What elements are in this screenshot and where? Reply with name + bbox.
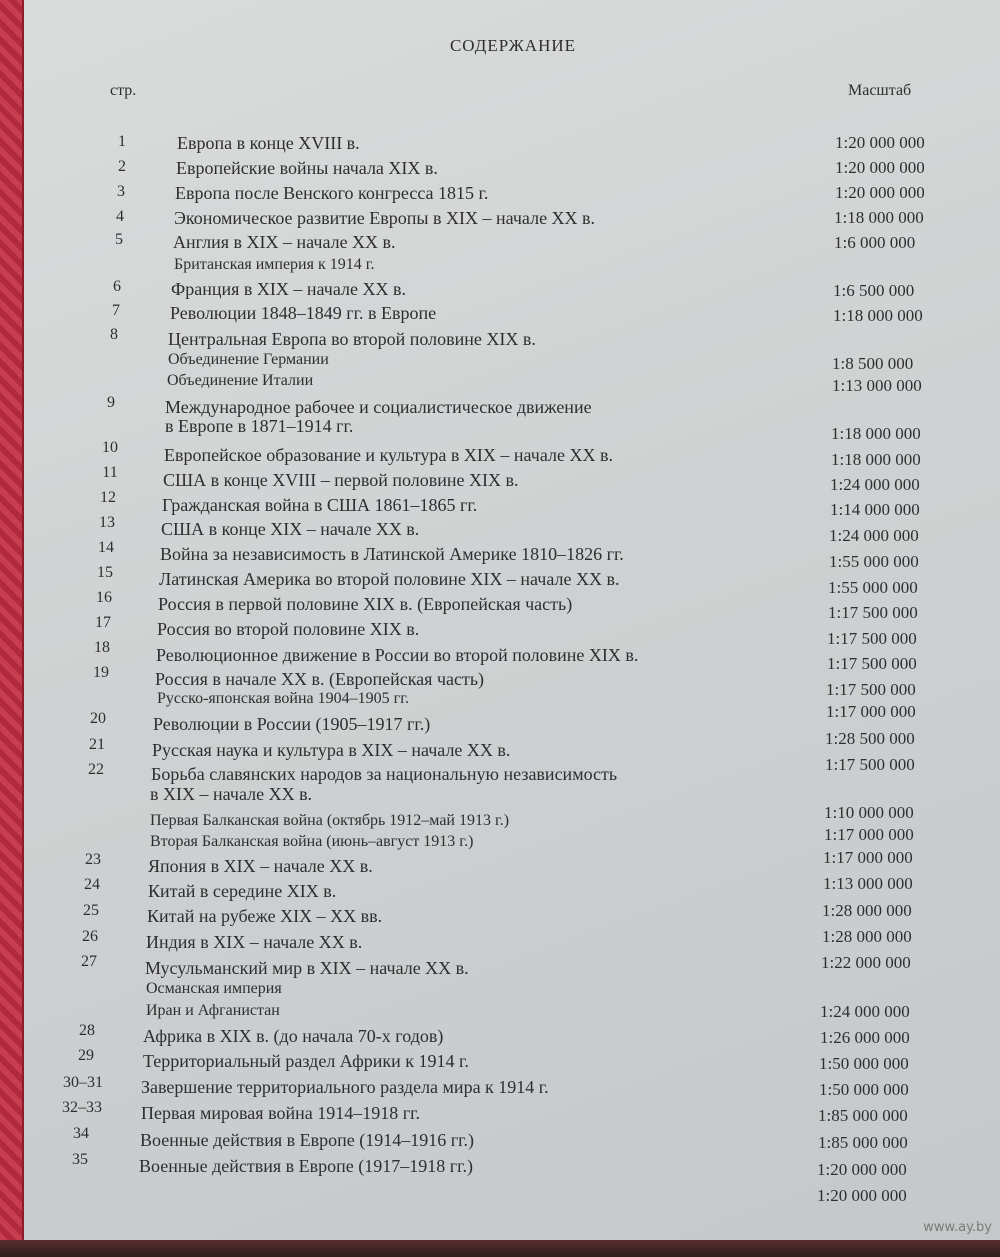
page-number: 26	[82, 928, 98, 945]
scale-value: 1:14 000 000	[830, 500, 920, 519]
entry-title: Гражданская война в США 1861–1865 гг.	[162, 495, 478, 515]
entry-subtitle: Объединение Германии	[168, 351, 329, 368]
scale-value: 1:55 000 000	[829, 552, 919, 571]
page-number: 8	[110, 326, 118, 343]
page-number: 10	[102, 439, 118, 456]
scale-value: 1:18 000 000	[833, 306, 923, 325]
scale-value: 1:17 500 000	[827, 629, 917, 648]
entry-title: Латинская Америка во второй половине XIX – начале XX в.	[159, 569, 620, 589]
page-number: 24	[84, 876, 100, 893]
entry-title: Россия в первой половине XIX в. (Европейская часть)	[158, 594, 573, 614]
page-number: 29	[78, 1047, 94, 1064]
page-number: 23	[85, 851, 101, 868]
entry-subtitle: Иран и Афганистан	[146, 1002, 280, 1019]
page-number: 20	[90, 710, 106, 727]
page-number: 13	[99, 514, 115, 531]
scale-value: 1:20 000 000	[835, 158, 925, 177]
page-number: 28	[79, 1022, 95, 1039]
page-number: 14	[98, 539, 114, 556]
scale-value: 1:17 000 000	[823, 848, 913, 867]
entry-title: Революции в России (1905–1917 гг.)	[153, 714, 431, 734]
scale-value: 1:17 500 000	[828, 603, 918, 622]
watermark: www.ay.by	[923, 1220, 992, 1235]
page-title: СОДЕРЖАНИЕ	[449, 36, 577, 55]
page-number: 15	[97, 564, 113, 581]
scale-column-header: Масштаб	[848, 82, 912, 99]
entry-title: Военные действия в Европе (1917–1918 гг.)	[139, 1156, 473, 1176]
entry-title: Россия в начале XX в. (Европейская часть)	[155, 669, 485, 689]
entry-subtitle: Первая Балканская война (октябрь 1912–май 1913 г.)	[150, 812, 510, 829]
entry-title: Япония в XIX – начале XX в.	[148, 856, 373, 876]
page-number: 25	[83, 902, 99, 919]
scale-value: 1:85 000 000	[818, 1106, 908, 1125]
scale-value: 1:20 000 000	[817, 1160, 907, 1179]
scale-value: 1:24 000 000	[830, 475, 920, 494]
page-number: 6	[113, 278, 121, 295]
scale-value: 1:18 000 000	[834, 208, 924, 227]
entry-title: Революции 1848–1849 гг. в Европе	[170, 303, 437, 323]
scale-value: 1:6 000 000	[834, 233, 916, 252]
entry-title: Мусульманский мир в XIX – начале XX в.	[145, 958, 469, 978]
scale-value: 1:55 000 000	[828, 578, 918, 597]
page-column-header: стр.	[110, 82, 137, 99]
scale-value: 1:20 000 000	[835, 133, 925, 152]
entry-subtitle: Русско-японская война 1904–1905 гг.	[157, 690, 409, 707]
entry-title-continued: в Европе в 1871–1914 гг.	[165, 416, 354, 436]
scale-value: 1:50 000 000	[819, 1054, 909, 1073]
scale-value: 1:8 500 000	[832, 354, 914, 373]
entry-title: США в конце XIX – начале XX в.	[161, 519, 420, 539]
page-number: 11	[102, 464, 118, 481]
entry-title: Революционное движение в России во второй половине XIX в.	[156, 645, 639, 665]
page-number: 9	[107, 394, 115, 411]
page-number: 2	[118, 158, 126, 175]
page-number: 5	[115, 231, 123, 248]
entry-title: Индия в XIX – начале XX в.	[146, 932, 363, 952]
scale-value: 1:28 000 000	[822, 901, 912, 920]
page-number: 16	[96, 589, 112, 606]
scale-value: 1:17 000 000	[826, 702, 916, 721]
red-ornament-border	[0, 0, 22, 1257]
entry-title: Китай на рубеже XIX – XX вв.	[147, 906, 383, 926]
page-number: 4	[116, 208, 124, 225]
scale-value: 1:18 000 000	[831, 450, 921, 469]
entry-title: Европейское образование и культура в XIX – начале XX в.	[164, 445, 613, 465]
entry-title: Завершение территориального раздела мира к 1914 г.	[141, 1077, 549, 1097]
book-bottom-edge	[0, 1240, 1000, 1257]
scale-value: 1:10 000 000	[824, 803, 914, 822]
entry-title: США в конце XVIII – первой половине XIX в.	[163, 470, 519, 490]
scale-value: 1:28 000 000	[822, 927, 912, 946]
entry-title: Русская наука и культура в XIX – начале XX в.	[152, 740, 511, 760]
scale-value: 1:24 000 000	[829, 526, 919, 545]
scale-value: 1:26 000 000	[820, 1028, 910, 1047]
scale-value: 1:20 000 000	[817, 1186, 907, 1205]
scale-value: 1:50 000 000	[819, 1080, 909, 1099]
entry-subtitle: Вторая Балканская война (июнь–август 1913 г.)	[150, 833, 474, 850]
scale-value: 1:6 500 000	[833, 281, 915, 300]
entry-title: Территориальный раздел Африки к 1914 г.	[143, 1051, 469, 1071]
scale-value: 1:13 000 000	[823, 874, 913, 893]
entry-title: Франция в XIX – начале XX в.	[171, 279, 406, 299]
page-number: 34	[73, 1125, 89, 1142]
page-number: 3	[117, 183, 125, 200]
entry-subtitle: Объединение Италии	[167, 372, 314, 389]
scale-value: 1:24 000 000	[820, 1002, 910, 1021]
entry-title: Африка в XIX в. (до начала 70-х годов)	[143, 1026, 444, 1046]
scale-value: 1:28 500 000	[825, 729, 915, 748]
entry-title: Россия во второй половине XIX в.	[157, 619, 420, 639]
entry-title: Англия в XIX – начале XX в.	[173, 232, 396, 252]
scale-value: 1:85 000 000	[818, 1133, 908, 1152]
scale-value: 1:17 500 000	[827, 654, 917, 673]
entry-title: Война за независимость в Латинской Америке 1810–1826 гг.	[160, 544, 624, 564]
entry-title-continued: в XIX – начале XX в.	[150, 784, 313, 804]
page-number: 1	[118, 133, 126, 150]
page-number: 18	[94, 639, 110, 656]
entry-title: Центральная Европа во второй половине XIX в.	[168, 329, 536, 349]
page-number: 35	[72, 1151, 88, 1168]
page-number: 30–31	[63, 1074, 103, 1091]
page-number: 19	[93, 664, 109, 681]
page-number: 32–33	[62, 1099, 102, 1116]
scale-value: 1:17 000 000	[824, 825, 914, 844]
entry-title: Первая мировая война 1914–1918 гг.	[141, 1103, 420, 1123]
entry-title: Экономическое развитие Европы в XIX – начале XX в.	[174, 208, 596, 228]
entry-title: Европа в конце XVIII в.	[177, 133, 360, 153]
scale-value: 1:17 500 000	[825, 755, 915, 774]
scale-value: 1:13 000 000	[832, 376, 922, 395]
entry-title: Европейские войны начала XIX в.	[176, 158, 438, 178]
scale-value: 1:22 000 000	[821, 953, 911, 972]
entry-title: Борьба славянских народов за национальную независимость	[151, 764, 618, 784]
page-number: 27	[81, 953, 97, 970]
entry-title: Европа после Венского конгресса 1815 г.	[175, 183, 489, 203]
page-number: 21	[89, 736, 105, 753]
page-number: 22	[88, 761, 104, 778]
entry-title: Военные действия в Европе (1914–1916 гг.)	[140, 1130, 474, 1150]
page-number: 7	[112, 302, 120, 319]
page-number: 17	[95, 614, 111, 631]
scale-value: 1:18 000 000	[831, 424, 921, 443]
entry-subtitle: Османская империя	[146, 980, 282, 997]
entry-title: Международное рабочее и социалистическое движение	[165, 397, 592, 417]
entry-subtitle: Британская империя к 1914 г.	[174, 256, 375, 273]
contents-page	[22, 0, 1000, 1240]
scale-value: 1:17 500 000	[826, 680, 916, 699]
scale-value: 1:20 000 000	[835, 183, 925, 202]
page-number: 12	[100, 489, 116, 506]
entry-title: Китай в середине XIX в.	[148, 881, 337, 901]
